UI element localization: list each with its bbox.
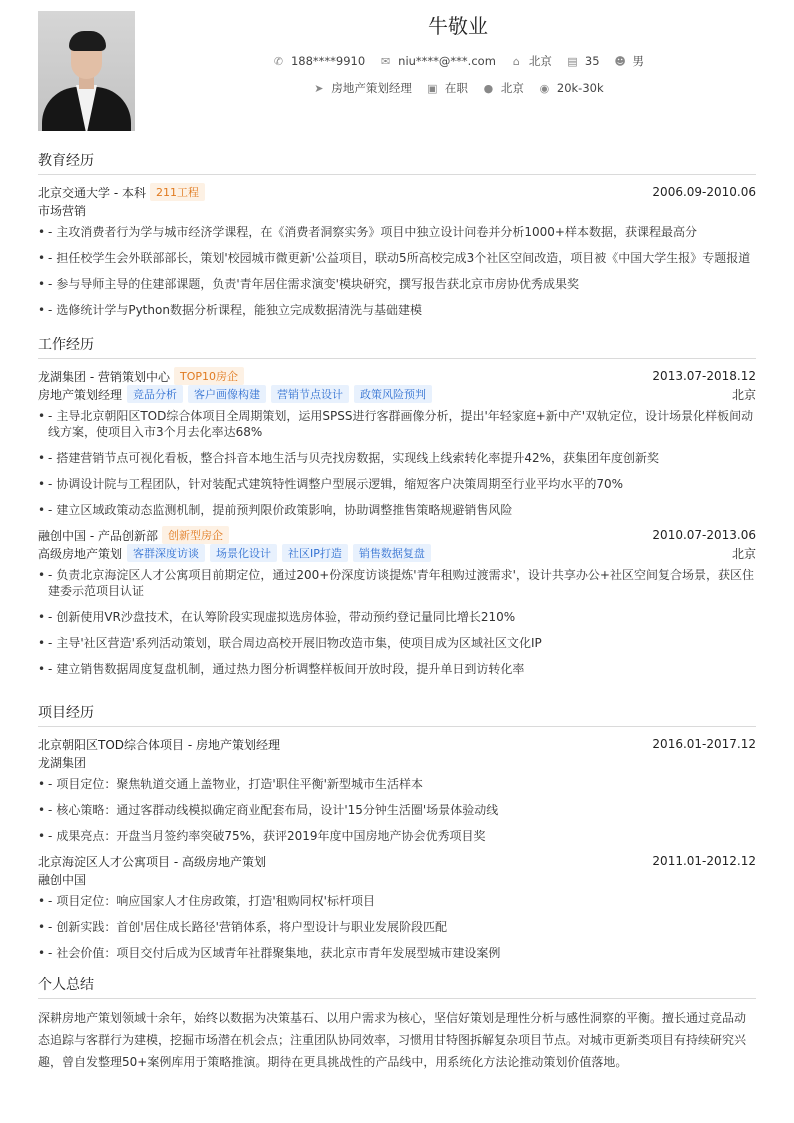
age-text: 35 bbox=[584, 54, 600, 68]
resume-page bbox=[38, 0, 756, 1069]
project-entry bbox=[38, 852, 756, 961]
projects-section bbox=[38, 702, 756, 971]
salary-text: 20k-30k bbox=[556, 81, 604, 95]
email-item bbox=[379, 54, 496, 68]
gender-text: 男 bbox=[632, 54, 645, 68]
job-role-row bbox=[38, 385, 756, 403]
skill-tag: 社区IP打造 bbox=[282, 544, 348, 562]
cake-icon: ▤ bbox=[567, 54, 578, 68]
projects-title: 项目经历 bbox=[38, 702, 756, 727]
skill-tag: 客群深度访谈 bbox=[127, 544, 205, 562]
skill-tag: 客户画像构建 bbox=[188, 385, 266, 403]
list-item: • - 担任校学生会外联部部长，策划'校园城市微更新'公益项目，联动5所高校完成3个社区空间改造，项目被《中国大学生报》专题报道 bbox=[38, 250, 756, 266]
resume-header bbox=[38, 0, 756, 140]
job-role: 高级房地产策划 bbox=[38, 546, 123, 561]
list-item: • - 协调设计院与工程团队，针对装配式建筑特性调整户型展示逻辑，缩短客户决策周期至行业平均水平的70% bbox=[38, 476, 756, 492]
list-item: • - 社会价值：项目交付后成为区域青年社群聚集地，获北京市青年发展型城市建设案例 bbox=[38, 945, 756, 961]
send-icon: ➤ bbox=[314, 81, 324, 95]
list-item: • - 选修统计学与Python数据分析课程，能独立完成数据清洗与基础建模 bbox=[38, 302, 756, 318]
list-item: • - 参与导师主导的住建部课题，负责'青年居住需求演变'模块研究，撰写报告获北京市房协优秀成果奖 bbox=[38, 276, 756, 292]
school-name: 北京交通大学 - 本科 bbox=[38, 185, 146, 200]
project-company-row bbox=[38, 870, 756, 888]
briefcase-icon: ▣ bbox=[427, 81, 438, 95]
job-city: 北京 bbox=[731, 546, 756, 561]
position-item bbox=[312, 80, 412, 96]
job-date: 2010.07-2013.06 bbox=[652, 528, 756, 542]
candidate-name: 牛敬业 bbox=[428, 14, 488, 38]
project-company-row bbox=[38, 753, 756, 771]
skill-tag: 政策风险预判 bbox=[354, 385, 432, 403]
job-header-row bbox=[38, 526, 756, 544]
profile-photo bbox=[38, 11, 135, 131]
education-header-row bbox=[38, 183, 756, 201]
home-icon: ⌂ bbox=[512, 54, 520, 68]
position-text: 房地产策划经理 bbox=[331, 81, 412, 95]
project-date: 2016.01-2017.12 bbox=[652, 737, 756, 751]
location-pin-icon: ● bbox=[483, 81, 494, 95]
job-header-row bbox=[38, 367, 756, 385]
skill-tag: 销售数据复盘 bbox=[353, 544, 431, 562]
list-item: • - 项目定位：响应国家人才住房政策，打造'租购同权'标杆项目 bbox=[38, 893, 756, 909]
education-date: 2006.09-2010.06 bbox=[652, 185, 756, 199]
list-item: • - 核心策略：通过客群动线模拟确定商业配套布局，设计'15分钟生活圈'场景体验动线 bbox=[38, 802, 756, 818]
education-list bbox=[38, 224, 756, 318]
job-role-row bbox=[38, 544, 756, 562]
money-icon: ◉ bbox=[539, 81, 550, 95]
job-entry bbox=[38, 367, 756, 518]
gender-item bbox=[614, 53, 645, 69]
summary-section bbox=[38, 974, 756, 1073]
work-title: 工作经历 bbox=[38, 334, 756, 359]
city-text: 北京 bbox=[528, 54, 552, 68]
list-item: • - 负责北京海淀区人才公寓项目前期定位，通过200+份深度访谈提炼'青年租购过渡需求'，设计共享办公+社区空间复合场景，获区住 建委示范项目认证 bbox=[38, 567, 756, 599]
phone-text: 188****9910 bbox=[290, 54, 366, 68]
project-list bbox=[38, 893, 756, 961]
phone-item bbox=[272, 54, 365, 68]
salary-item bbox=[538, 81, 604, 95]
job-duties-list bbox=[38, 408, 756, 518]
contact-info-line bbox=[233, 53, 683, 69]
status-text: 在职 bbox=[444, 81, 468, 95]
list-item: • - 搭建营销节点可视化看板，整合抖音本地生活与贝壳找房数据，实现线上线索转化率提升42%，获集团年度创新奖 bbox=[38, 450, 756, 466]
major-name: 市场营销 bbox=[38, 203, 87, 218]
work-section bbox=[38, 334, 756, 687]
job-entry bbox=[38, 526, 756, 677]
list-item: • - 主导'社区营造'系列活动策划，联合周边高校开展旧物改造市集，使项目成为区域社区文化IP bbox=[38, 635, 756, 651]
education-section bbox=[38, 150, 756, 328]
project-company: 龙湖集团 bbox=[38, 755, 87, 770]
project-header-row bbox=[38, 852, 756, 870]
job-city: 北京 bbox=[731, 387, 756, 402]
company-badge: 创新型房企 bbox=[162, 526, 229, 544]
company-name: 融创中国 - 产品创新部 bbox=[38, 528, 158, 543]
job-intent-line bbox=[233, 80, 683, 96]
project-name: 北京海淀区人才公寓项目 - 高级房地产策划 bbox=[38, 854, 266, 869]
job-date: 2013.07-2018.12 bbox=[652, 369, 756, 383]
list-item: • - 项目定位：聚焦轨道交通上盖物业，打造'职住平衡'新型城市生活样本 bbox=[38, 776, 756, 792]
education-major-row bbox=[38, 201, 756, 219]
mail-icon: ✉ bbox=[381, 54, 391, 68]
status-item bbox=[426, 80, 468, 96]
school-badge: 211工程 bbox=[150, 183, 205, 201]
age-item bbox=[566, 54, 600, 68]
summary-text: 深耕房地产策划领域十余年，始终以数据为决策基石、以用户需求为核心，坚信好策划是理性分析与感性洞察的平衡。擅长通过竞品动态追踪与客群行为建模，挖掘市场潜在机会点；注重团队协同效率，习惯用甘特图拆解复杂项目节点。对城市更新类项目有持续研究兴趣，曾自发整理50+案例库用于策略推演。期待在更具挑战性的产品线中，用系统化方法论推动策划价值落地。 bbox=[38, 1011, 747, 1069]
face-icon: ☻ bbox=[614, 54, 626, 68]
education-title: 教育经历 bbox=[38, 150, 756, 175]
target-city-text: 北京 bbox=[500, 81, 524, 95]
skill-tag: 营销节点设计 bbox=[271, 385, 349, 403]
project-company: 融创中国 bbox=[38, 872, 87, 887]
list-item: • - 创新实践：首创'居住成长路径'营销体系，将户型设计与职业发展阶段匹配 bbox=[38, 919, 756, 935]
phone-icon: ✆ bbox=[273, 54, 284, 68]
list-item: • - 主攻消费者行为学与城市经济学课程，在《消费者洞察实务》项目中独立设计问卷并分析1000+样本数据，获课程最高分 bbox=[38, 224, 756, 240]
project-header-row bbox=[38, 735, 756, 753]
company-name: 龙湖集团 - 营销策划中心 bbox=[38, 369, 170, 384]
city-item bbox=[510, 53, 552, 69]
target-city-item bbox=[482, 80, 524, 96]
email-text: niu****@***.com bbox=[398, 54, 496, 68]
skill-tag: 场景化设计 bbox=[210, 544, 277, 562]
skill-tag: 竞品分析 bbox=[127, 385, 183, 403]
summary-title: 个人总结 bbox=[38, 974, 756, 999]
list-item: • - 建立销售数据周度复盘机制，通过热力图分析调整样板间开放时段，提升单日到访转化率 bbox=[38, 661, 756, 677]
list-item: • - 主导北京朝阳区TOD综合体项目全周期策划，运用SPSS进行客群画像分析，提出'年轻家庭+新中产'双轨定位，设计场景化样板间动 线方案，使项目入市3个月去化率达68% bbox=[38, 408, 756, 440]
job-duties-list bbox=[38, 567, 756, 677]
project-name: 北京朝阳区TOD综合体项目 - 房地产策划经理 bbox=[38, 737, 280, 752]
project-entry bbox=[38, 735, 756, 844]
project-list bbox=[38, 776, 756, 844]
project-date: 2011.01-2012.12 bbox=[652, 854, 756, 868]
list-item: • - 建立区域政策动态监测机制，提前预判限价政策影响，协助调整推售策略规避销售风险 bbox=[38, 502, 756, 518]
company-badge: TOP10房企 bbox=[174, 367, 244, 385]
list-item: • - 创新使用VR沙盘技术，在认筹阶段实现虚拟选房体验，带动预约登记量同比增长210% bbox=[38, 609, 756, 625]
list-item: • - 成果亮点：开盘当月签约率突破75%，获评2019年度中国房地产协会优秀项目奖 bbox=[38, 828, 756, 844]
job-role: 房地产策划经理 bbox=[38, 387, 123, 402]
